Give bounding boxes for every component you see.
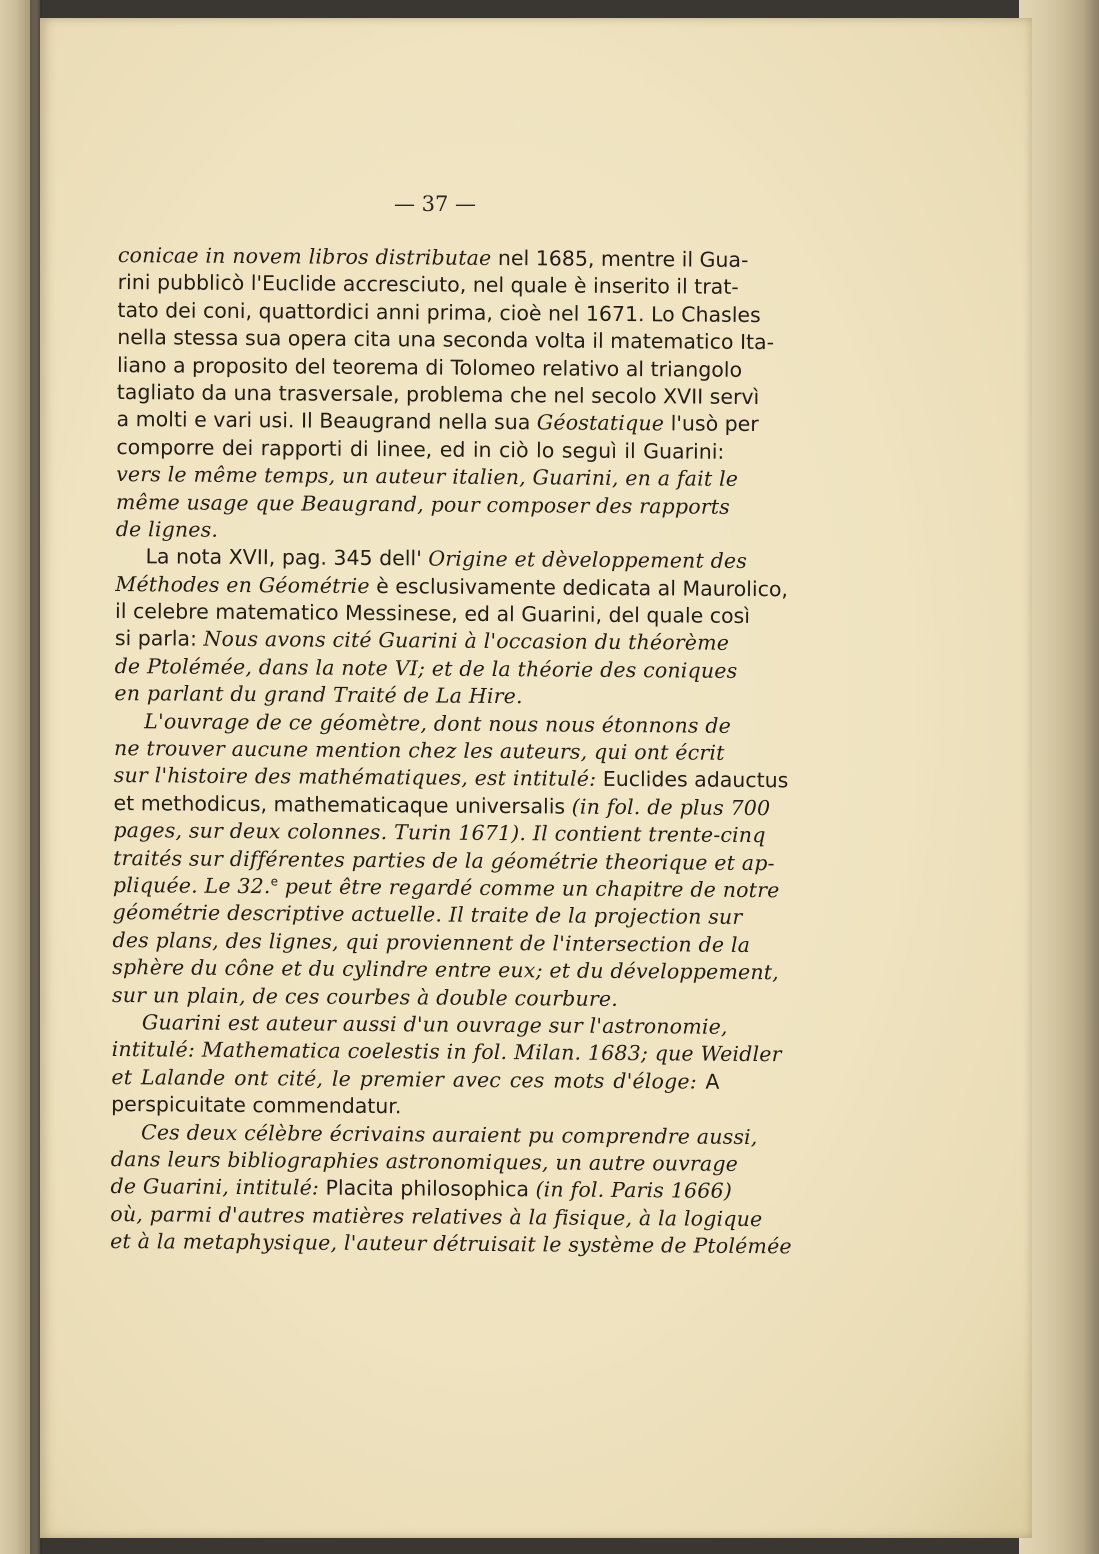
text-run: tagliato da una trasversale, problema che nel secolo XVII servì bbox=[116, 379, 760, 409]
text-run: a molti e vari usi. Il Beaugrand nella sua bbox=[116, 407, 537, 435]
italic-run: Ces deux célèbre écrivains auraient pu comprendre aussi, bbox=[140, 1119, 758, 1149]
italic-run: vers le même temps, un auteur italien, Guarini, en a fait le bbox=[116, 462, 739, 492]
text-run: liano a proposito del teorema di Tolomeo relativo al triangolo bbox=[116, 352, 743, 382]
italic-run: de lignes. bbox=[115, 516, 219, 542]
text-line bbox=[117, 324, 775, 356]
text-run: nella stessa sua opera cita una seconda volta il matematico Ita- bbox=[117, 325, 775, 355]
italic-run: ne trouver aucune mention chez les auteurs, qui ont écrit bbox=[113, 736, 725, 765]
text-line bbox=[116, 461, 739, 493]
text-run: comporre dei rapporti di linee, ed in ciò lo seguì il Guarini: bbox=[116, 434, 725, 464]
italic-run: sur l'histoire des mathématiques, est intitulé: bbox=[113, 763, 597, 792]
text-run: perspicuitate commendatur. bbox=[111, 1092, 402, 1119]
body-text bbox=[110, 242, 792, 1260]
text-run: l'usò per bbox=[664, 411, 759, 437]
italic-run: Guarini est auteur aussi d'un ouvrage sur l'astronomie, bbox=[141, 1010, 728, 1039]
italic-run: des plans, des lignes, qui proviennent de l'intersection de la bbox=[112, 927, 751, 957]
text-run: La nota XVII, pag. 345 dell' bbox=[145, 544, 429, 571]
text-line bbox=[114, 680, 722, 712]
italic-run: et à la metaphysique, l'auteur détruisait le système de Ptolémée bbox=[110, 1229, 792, 1259]
paragraph bbox=[111, 708, 789, 1014]
italic-run: L'ouvrage de ce géomètre, dont nous nous étonnons de bbox=[144, 708, 732, 738]
text-line bbox=[110, 1173, 733, 1205]
italic-run: (in fol. de plus 700 bbox=[571, 794, 771, 820]
italic-run: Origine et dèveloppement des bbox=[428, 546, 748, 574]
text-run: è esclusivamente dedicata al Maurolico, bbox=[369, 573, 789, 601]
italic-run: conicae in novem libros distributae bbox=[117, 242, 492, 270]
page-number: — 37 — bbox=[393, 192, 477, 216]
paragraph bbox=[115, 242, 775, 548]
italic-run: dans leurs bibliographies astronomiques, un autre ouvrage bbox=[110, 1146, 739, 1176]
italic-run: pliquée. Le 32. bbox=[112, 872, 271, 899]
italic-run: géométrie descriptive actuelle. Il traite de la projection sur bbox=[112, 900, 743, 930]
italic-run: sphère du cône et du cylindre entre eux; et du développement, bbox=[112, 955, 780, 985]
italic-run: traités sur différentes parties de la géométrie theorique et ap- bbox=[113, 845, 775, 875]
paragraph bbox=[111, 1009, 782, 1123]
text-line bbox=[116, 406, 759, 438]
text-run: rini pubblicò l'Euclide accresciuto, nel quale è inserito il trat- bbox=[117, 270, 739, 300]
italic-run: Géostatique bbox=[536, 410, 665, 436]
superscript: e bbox=[270, 874, 279, 889]
paragraph bbox=[110, 1118, 792, 1260]
italic-run: de Ptolémée, dans la note VI; et de la théorie des coniques bbox=[114, 653, 738, 683]
text-line bbox=[113, 817, 766, 849]
text-line bbox=[111, 1036, 782, 1068]
text-line bbox=[110, 1228, 792, 1260]
italic-run: peut être regardé comme un chapitre de notre bbox=[277, 874, 780, 903]
text-run: A bbox=[696, 1069, 720, 1094]
italic-run: et Lalande ont cité, le premier avec ces mots d'éloge: bbox=[111, 1064, 697, 1094]
text-run: il celebre matematico Messinese, ed al Guarini, del quale così bbox=[115, 599, 751, 629]
italic-run: pages, sur deux colonnes. Turin 1671). Il contient trente-cinq bbox=[113, 818, 766, 848]
italic-run: Méthodes en Géométrie bbox=[115, 571, 370, 598]
text-run: Placita philosophica bbox=[318, 1175, 536, 1202]
text-run: tato dei coni, quattordici anni prima, cioè nel 1671. Lo Chasles bbox=[117, 297, 761, 327]
italic-run: même usage que Beaugrand, pour composer des rapports bbox=[115, 489, 731, 519]
text-run: et methodicus, mathematicaque universalis bbox=[113, 790, 572, 819]
italic-run: intitulé: Mathematica coelestis in fol. Milan. 1683; que Weidler bbox=[111, 1037, 782, 1067]
italic-run: où, parmi d'autres matières relatives à la fisique, à la logique bbox=[110, 1201, 763, 1231]
italic-run: de Guarini, intitulé: bbox=[110, 1174, 320, 1200]
text-line bbox=[112, 954, 780, 986]
text-line bbox=[111, 1091, 719, 1123]
text-run: nel 1685, mentre il Gua- bbox=[491, 245, 749, 272]
italic-run: en parlant du grand Traité de La Hire. bbox=[114, 681, 523, 709]
italic-run: sur un plain, de ces courbes à double courbure. bbox=[111, 982, 619, 1011]
text-run: Euclides adauctus bbox=[596, 767, 789, 793]
italic-run: Nous avons cité Guarini à l'occasion du théorème bbox=[203, 627, 730, 656]
paragraph bbox=[114, 543, 789, 712]
text-run: si parla: bbox=[114, 626, 204, 652]
text-line bbox=[115, 543, 748, 575]
italic-run: (in fol. Paris 1666) bbox=[535, 1177, 733, 1204]
